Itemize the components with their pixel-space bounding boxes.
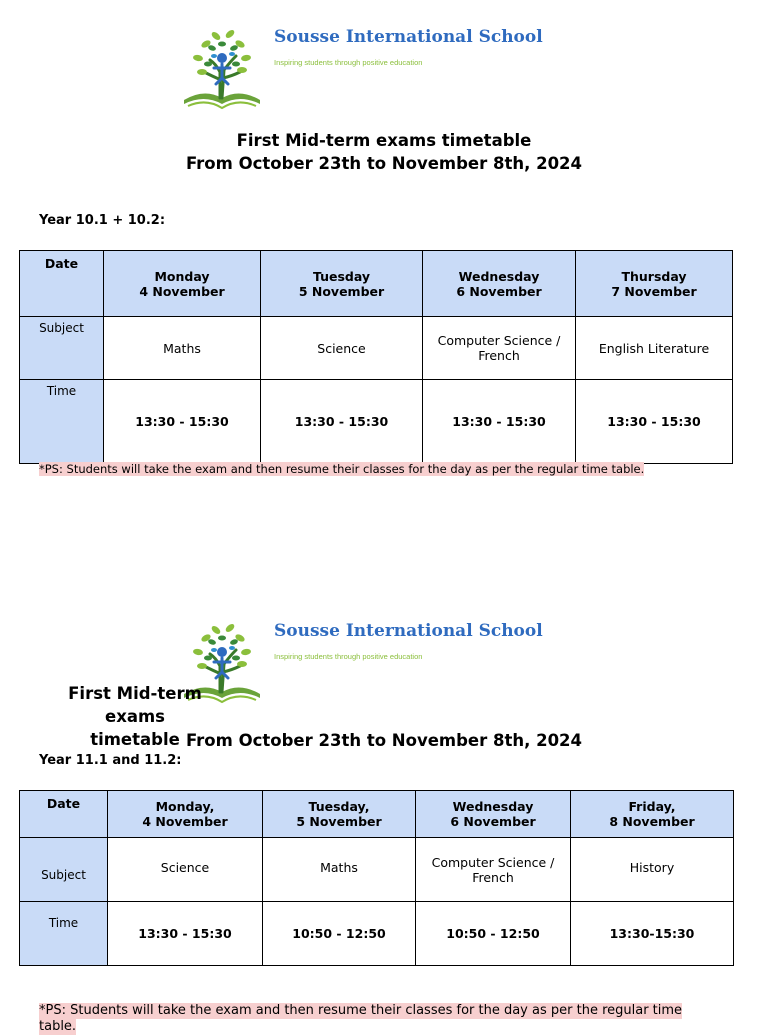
subject-cell: English Literature — [576, 317, 733, 380]
subject-cell: Maths — [263, 838, 416, 902]
subject-cell: History — [571, 838, 734, 902]
timetable-year-10 — [19, 250, 733, 464]
date-header-cell: Date — [20, 251, 104, 317]
time-cell: 13:30 - 15:30 — [576, 380, 733, 464]
day-header-cell: Thursday 7 November — [576, 251, 733, 317]
subject-cell: Computer Science / French — [416, 838, 571, 902]
school-tagline: Inspiring students through positive education — [274, 652, 423, 661]
subject-row — [20, 838, 734, 902]
exam-note: *PS: Students will take the exam and then resume their classes for the day as per the regular time table. — [39, 462, 645, 476]
day-header-cell: Monday 4 November — [104, 251, 261, 317]
subject-cell: Computer Science / French — [423, 317, 576, 380]
subject-row — [20, 317, 733, 380]
subject-cell: Science — [108, 838, 263, 902]
time-cell: 13:30 - 15:30 — [261, 380, 423, 464]
year-group-label: Year 10.1 + 10.2: — [39, 213, 166, 228]
subject-cell: Science — [261, 317, 423, 380]
time-label-cell: Time — [20, 902, 108, 966]
time-cell: 10:50 - 12:50 — [263, 902, 416, 966]
day-header-cell: Wednesday 6 November — [416, 791, 571, 838]
time-row — [20, 902, 734, 966]
subject-cell: Maths — [104, 317, 261, 380]
date-header-cell: Date — [20, 791, 108, 838]
day-header-cell: Tuesday 5 November — [261, 251, 423, 317]
school-name: Sousse International School — [274, 621, 543, 641]
day-header-cell: Friday, 8 November — [571, 791, 734, 838]
time-label-cell: Time — [20, 380, 104, 464]
header-row — [20, 251, 733, 317]
time-cell: 13:30 - 15:30 — [108, 902, 263, 966]
exam-note-continued: table. — [39, 1019, 77, 1034]
timetable-year-11 — [19, 790, 734, 966]
exam-title: First Mid-term exams timetable — [236, 131, 532, 150]
exam-date-range: From October 23th to November 8th, 2024 — [185, 731, 583, 750]
day-header-cell: Wednesday 6 November — [423, 251, 576, 317]
time-row — [20, 380, 733, 464]
subject-label-cell: Subject — [20, 838, 108, 902]
school-logo-tree-book-icon — [176, 22, 268, 114]
time-cell: 13:30 - 15:30 — [104, 380, 261, 464]
time-cell: 13:30 - 15:30 — [423, 380, 576, 464]
day-header-cell: Monday, 4 November — [108, 791, 263, 838]
exam-date-range: From October 23th to November 8th, 2024 — [185, 154, 583, 173]
exam-title: First Mid-term exams timetable — [68, 684, 202, 749]
school-name: Sousse International School — [274, 27, 543, 47]
time-cell: 13:30-15:30 — [571, 902, 734, 966]
header-row — [20, 791, 734, 838]
time-cell: 10:50 - 12:50 — [416, 902, 571, 966]
year-group-label: Year 11.1 and 11.2: — [39, 753, 182, 768]
exam-note: *PS: Students will take the exam and then resume their classes for the day as per the regular time — [39, 1003, 683, 1018]
day-header-cell: Tuesday, 5 November — [263, 791, 416, 838]
school-tagline: Inspiring students through positive education — [274, 58, 423, 67]
subject-label-cell: Subject — [20, 317, 104, 380]
